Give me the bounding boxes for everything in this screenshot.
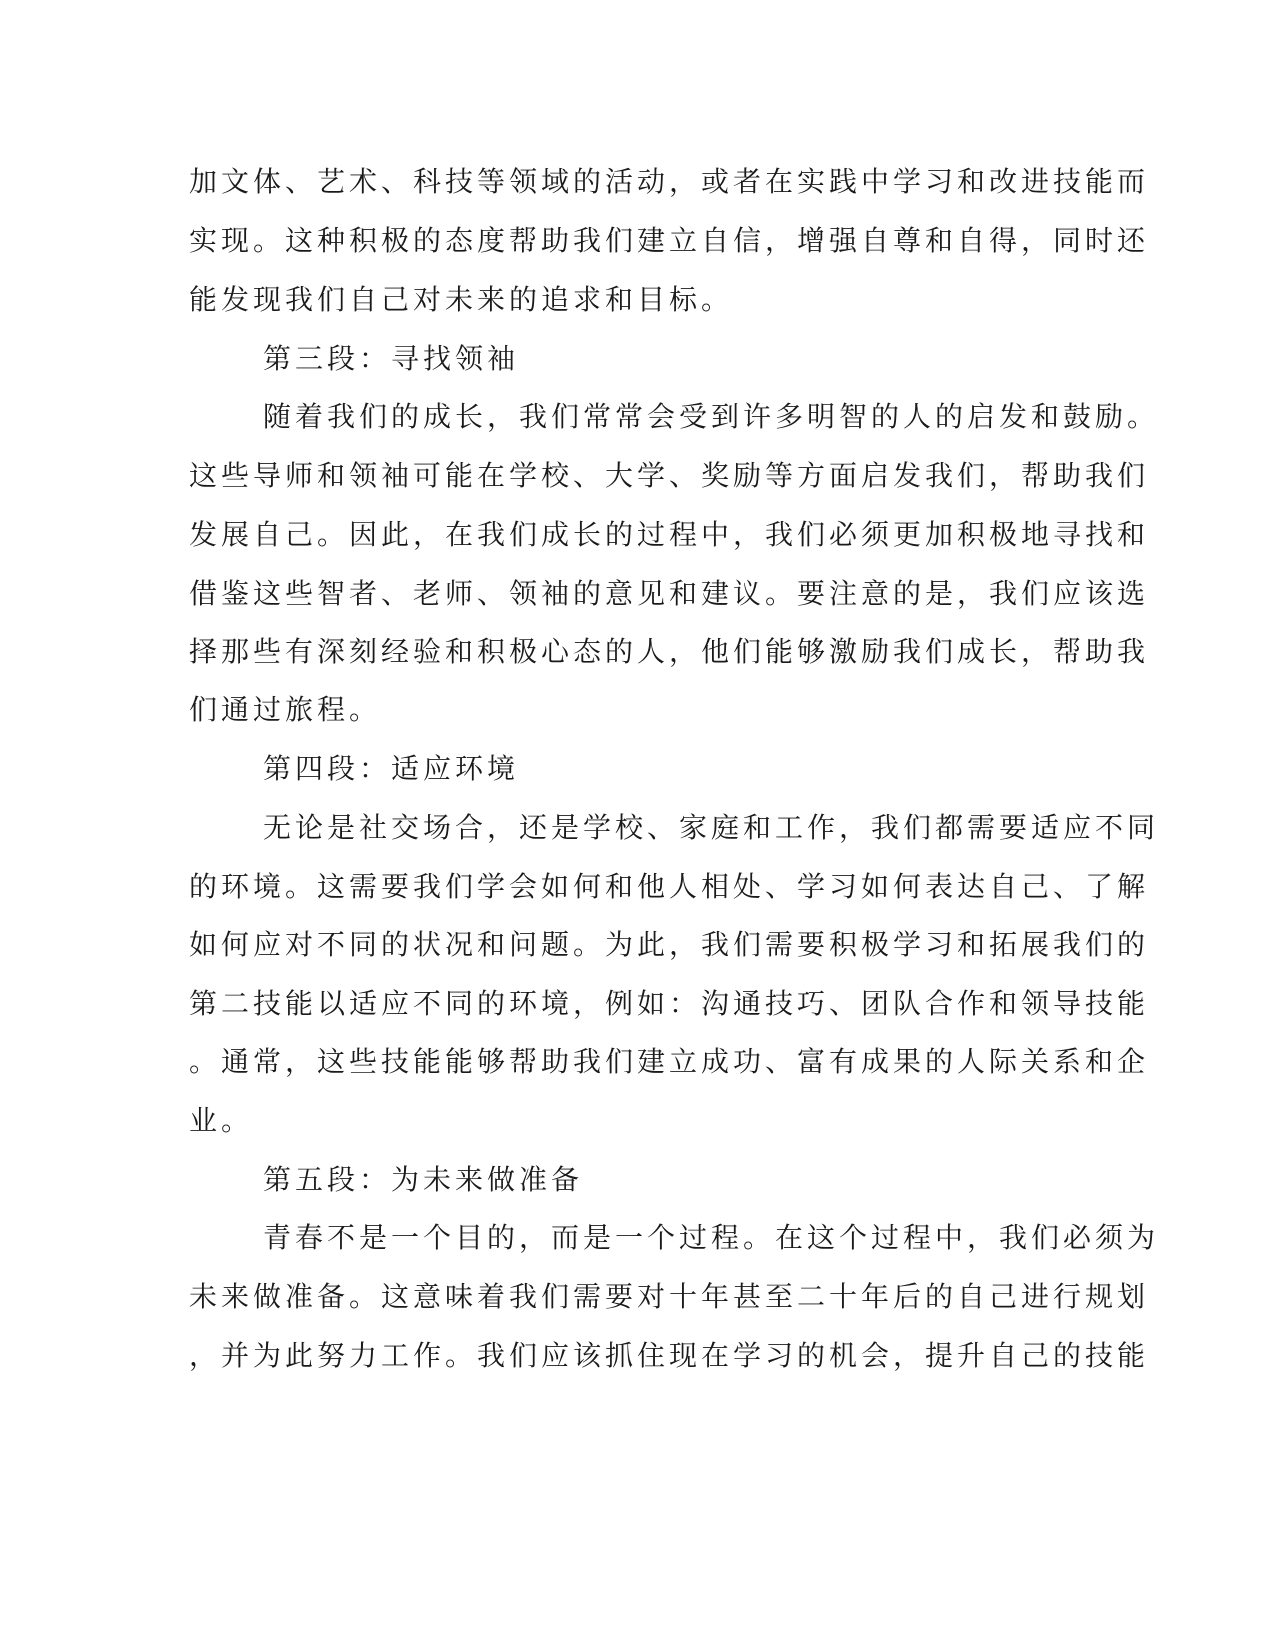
- body-text-line: 的环境。这需要我们学会如何和他人相处、学习如何表达自己、了解: [189, 870, 1150, 903]
- body-text-line: 能发现我们自己对未来的追求和目标。: [189, 283, 734, 316]
- body-text-line: 实现。这种积极的态度帮助我们建立自信，增强自尊和自得，同时还: [189, 224, 1150, 257]
- body-text-line: 这些导师和领袖可能在学校、大学、奖励等方面启发我们，帮助我们: [189, 459, 1150, 492]
- body-text-line: 无论是社交场合，还是学校、家庭和工作，我们都需要适应不同: [263, 811, 1160, 844]
- section-heading-5: 第五段：为未来做准备: [263, 1163, 584, 1196]
- section-heading-4: 第四段：适应环境: [263, 752, 520, 785]
- section-heading-3: 第三段：寻找领袖: [263, 342, 520, 375]
- body-text-line: 随着我们的成长，我们常常会受到许多明智的人的启发和鼓励。: [263, 400, 1160, 433]
- body-text-line: 青春不是一个目的，而是一个过程。在这个过程中，我们必须为: [263, 1221, 1160, 1254]
- body-text-line: 。通常，这些技能能够帮助我们建立成功、富有成果的人际关系和企: [189, 1045, 1150, 1078]
- body-text-line: 们通过旅程。: [189, 693, 382, 726]
- body-text-line: 如何应对不同的状况和问题。为此，我们需要积极学习和拓展我们的: [189, 928, 1150, 961]
- body-text-line: 未来做准备。这意味着我们需要对十年甚至二十年后的自己进行规划: [189, 1280, 1150, 1313]
- body-text-line: 借鉴这些智者、老师、领袖的意见和建议。要注意的是，我们应该选: [189, 577, 1150, 610]
- body-text-line: 择那些有深刻经验和积极心态的人，他们能够激励我们成长，帮助我: [189, 635, 1150, 668]
- body-text-line: ，并为此努力工作。我们应该抓住现在学习的机会，提升自己的技能: [189, 1339, 1150, 1372]
- body-text-line: 业。: [189, 1104, 254, 1137]
- body-text-line: 加文体、艺术、科技等领域的活动，或者在实践中学习和改进技能而: [189, 165, 1150, 198]
- body-text-line: 第二技能以适应不同的环境，例如：沟通技巧、团队合作和领导技能: [189, 987, 1150, 1020]
- body-text-line: 发展自己。因此，在我们成长的过程中，我们必须更加积极地寻找和: [189, 518, 1150, 551]
